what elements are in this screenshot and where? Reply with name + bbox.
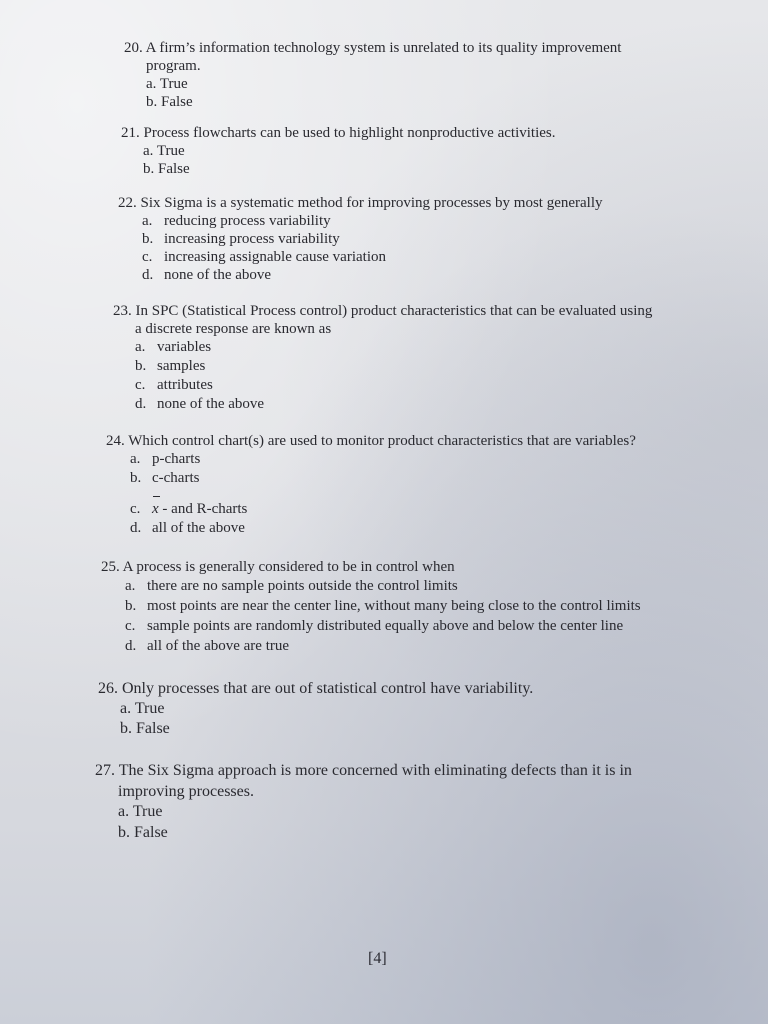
question-stem: 20. A firm’s information technology system is unrelated to its quality improvement	[124, 40, 622, 56]
option-a	[118, 212, 603, 230]
option-text: b. False	[118, 823, 168, 841]
option-text: all of the above are true	[147, 638, 290, 654]
option-letter: a.	[135, 339, 146, 355]
option-letter: c.	[125, 618, 136, 634]
question-stem-continued: improving processes.	[118, 782, 254, 800]
option-b	[124, 93, 621, 111]
option-letter: a.	[130, 451, 141, 467]
option-text: a. True	[120, 700, 165, 717]
option-c	[106, 500, 636, 519]
option-text: a. True	[143, 143, 185, 159]
option-c	[118, 248, 603, 266]
option-letter: d.	[135, 396, 147, 412]
option-text: p-charts	[152, 451, 201, 467]
option-b	[101, 596, 641, 616]
option-a	[98, 699, 533, 719]
option-text: increasing assignable cause variation	[164, 249, 386, 265]
option-b	[106, 469, 636, 488]
question-stem: 23. In SPC (Statistical Process control) product characteristics that can be evaluated using	[113, 303, 653, 319]
question-23	[113, 302, 652, 414]
option-text: all of the above	[152, 520, 245, 536]
question-21	[121, 124, 556, 178]
option-b	[121, 160, 556, 178]
question-27	[95, 761, 632, 843]
option-a	[106, 450, 636, 469]
option-letter: d.	[125, 638, 137, 654]
option-text: reducing process variability	[164, 213, 331, 229]
option-letter: d.	[130, 520, 142, 536]
option-text: variables	[157, 339, 212, 355]
question-stem-continued: a discrete response are known as	[135, 321, 332, 337]
option-d	[113, 395, 652, 414]
option-letter: b.	[142, 231, 154, 247]
option-text: there are no sample points outside the control limits	[147, 578, 458, 594]
option-text: increasing process variability	[164, 231, 340, 247]
option-text: most points are near the center line, without many being close to the control limits	[147, 598, 641, 614]
option-text: b. False	[120, 720, 170, 737]
option-text: a. True	[146, 76, 188, 92]
option-b	[98, 719, 533, 739]
option-text: none of the above	[157, 396, 265, 412]
option-letter: a.	[125, 578, 136, 594]
option-letter: c.	[142, 249, 153, 265]
option-letter: b.	[135, 358, 147, 374]
option-a	[95, 802, 632, 823]
option-letter: c.	[130, 501, 141, 517]
option-c	[113, 376, 652, 395]
question-stem: 25. A process is generally considered to be in control when	[101, 559, 455, 575]
option-letter: b.	[125, 598, 137, 614]
option-letter: b.	[130, 470, 142, 486]
question-26	[98, 679, 533, 739]
option-a	[101, 576, 641, 596]
option-d	[106, 519, 636, 538]
option-letter: d.	[142, 267, 154, 283]
question-20	[124, 39, 621, 111]
question-22	[118, 194, 603, 284]
option-text: b. False	[143, 161, 190, 177]
option-b	[113, 357, 652, 376]
option-d	[101, 636, 641, 656]
option-a	[121, 142, 556, 160]
option-a	[113, 338, 652, 357]
option-b	[118, 230, 603, 248]
question-stem: 24. Which control chart(s) are used to monitor product characteristics that are variables?	[106, 433, 636, 449]
option-letter: c.	[135, 377, 146, 393]
option-letter: a.	[142, 213, 153, 229]
question-stem: 27. The Six Sigma approach is more concerned with eliminating defects than it is in	[95, 762, 632, 779]
option-text: samples	[157, 358, 206, 374]
option-text: - and R-charts	[158, 501, 248, 517]
question-stem: 26. Only processes that are out of statistical control have variability.	[98, 680, 534, 697]
question-stem: 22. Six Sigma is a systematic method for improving processes by most generally	[118, 195, 603, 211]
question-stem-continued: program.	[146, 58, 201, 74]
option-text: c-charts	[152, 470, 200, 486]
question-25	[101, 558, 641, 656]
option-text: b. False	[146, 94, 193, 110]
option-text: sample points are randomly distributed equally above and below the center line	[147, 618, 624, 634]
question-stem: 21. Process flowcharts can be used to highlight nonproductive activities.	[121, 125, 556, 141]
option-text: none of the above	[164, 267, 272, 283]
question-24	[106, 432, 636, 538]
option-a	[124, 75, 621, 93]
page-number: [4]	[368, 950, 387, 967]
option-b	[95, 823, 632, 844]
option-c	[101, 616, 641, 636]
option-text: attributes	[157, 377, 213, 393]
x-bar-symbol: x	[152, 501, 159, 517]
option-text: a. True	[118, 803, 163, 820]
option-d	[118, 266, 603, 284]
